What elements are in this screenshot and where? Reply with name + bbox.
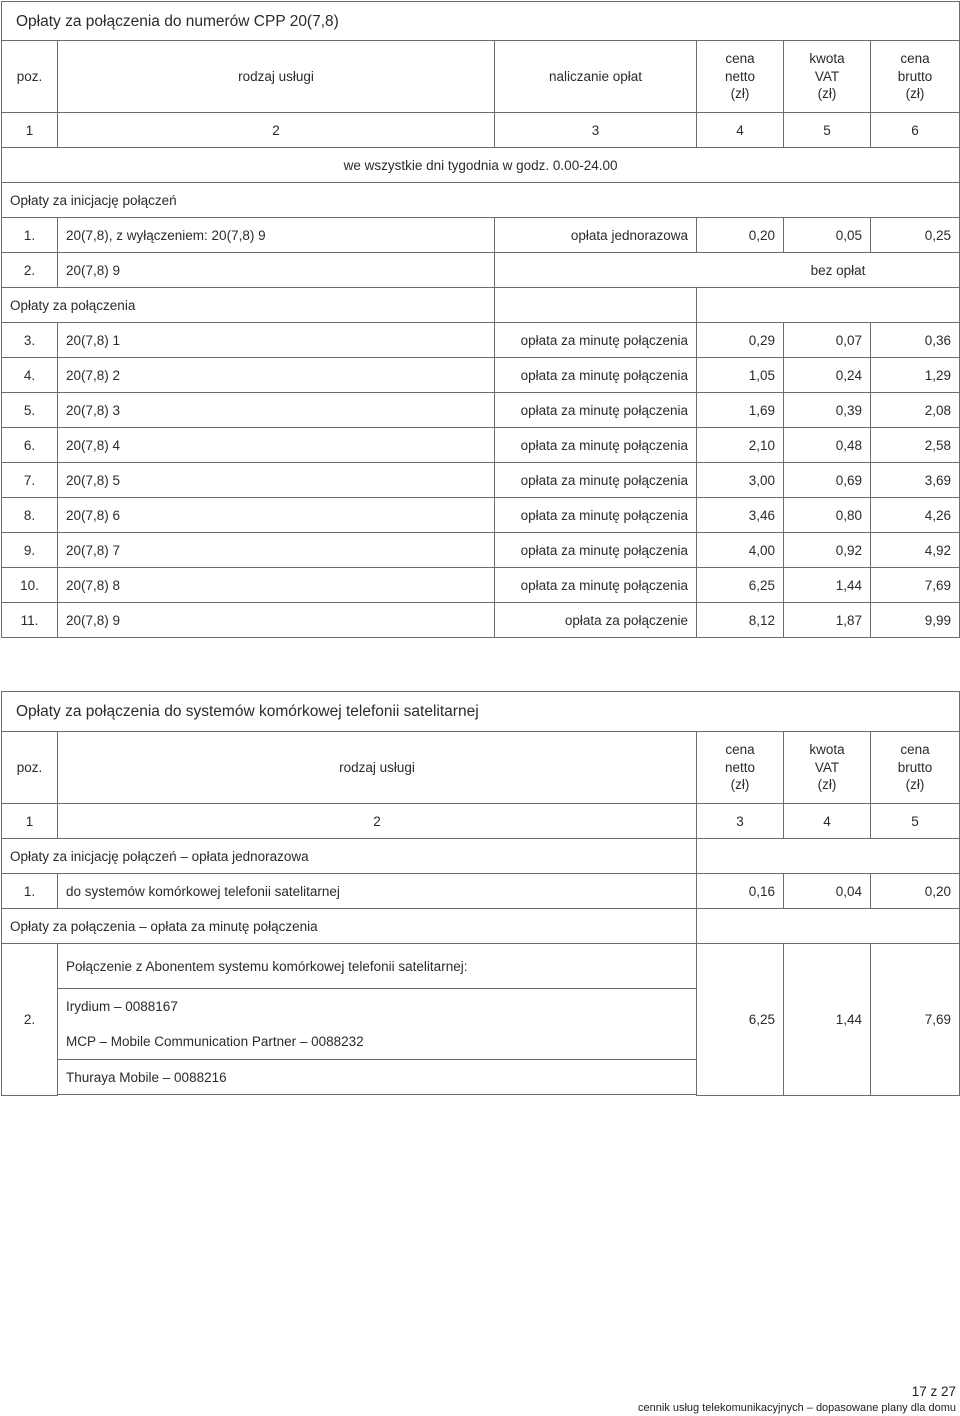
section-init-label: Opłaty za inicjację połączeń xyxy=(2,183,960,218)
table-row xyxy=(2,463,960,498)
header-vat-line1: kwota xyxy=(809,742,845,758)
row-charging: opłata za minutę połączenia xyxy=(495,393,697,428)
section-init-label: Opłaty za inicjację połączeń – opłata jednorazowa xyxy=(2,839,697,874)
row-gross: 9,99 xyxy=(871,603,960,638)
row-charging: opłata za minutę połączenia xyxy=(495,568,697,603)
row-net: 6,25 xyxy=(697,944,784,1096)
row-gross: 7,69 xyxy=(871,944,960,1096)
header-net-line2: netto xyxy=(724,759,756,775)
row-service: 20(7,8) 8 xyxy=(58,568,495,603)
row-vat: 0,92 xyxy=(784,533,871,568)
row-net: 0,16 xyxy=(697,874,784,909)
row-charging: opłata za minutę połączenia xyxy=(495,428,697,463)
header-gross xyxy=(871,732,960,804)
footer-note: cennik usług telekomunikacyjnych – dopasowane plany dla domu xyxy=(638,1402,956,1414)
row-pos: 9. xyxy=(2,533,58,568)
header-row xyxy=(2,732,960,804)
table-row xyxy=(2,358,960,393)
row-service: 20(7,8) 9 xyxy=(58,603,495,638)
row-vat: 0,07 xyxy=(784,323,871,358)
empty-cell xyxy=(495,288,697,323)
table-row xyxy=(2,393,960,428)
row-pos: 6. xyxy=(2,428,58,463)
row-vat: 0,69 xyxy=(784,463,871,498)
section-row xyxy=(2,909,960,944)
table-row xyxy=(2,603,960,638)
row-vat: 0,04 xyxy=(784,874,871,909)
row-gross: 1,29 xyxy=(871,358,960,393)
header-gross xyxy=(871,41,960,113)
header-vat xyxy=(784,732,871,804)
col-number: 3 xyxy=(495,113,697,148)
row-heading: Połączenie z Abonentem systemu komórkowej telefonii satelitarnej: xyxy=(58,944,697,989)
call-rows xyxy=(2,323,960,638)
section-row xyxy=(2,183,960,218)
satellite-operator: MCP – Mobile Communication Partner – 0088232 xyxy=(66,1034,364,1049)
row-service: 20(7,8) 5 xyxy=(58,463,495,498)
empty-cell xyxy=(697,839,960,874)
header-net-line3: (zł) xyxy=(730,86,750,102)
row-service: 20(7,8) 2 xyxy=(58,358,495,393)
column-numbers-row xyxy=(2,113,960,148)
period-row xyxy=(2,148,960,183)
row-net: 2,10 xyxy=(697,428,784,463)
header-vat-line2: VAT xyxy=(814,759,840,775)
row-pos: 2. xyxy=(2,253,58,288)
row-pos: 8. xyxy=(2,498,58,533)
row-net: 1,69 xyxy=(697,393,784,428)
table-title-row xyxy=(2,692,960,732)
row-vat: 1,44 xyxy=(784,944,871,1096)
satellite-operator: Thuraya Mobile – 0088216 xyxy=(58,1060,697,1095)
col-number: 3 xyxy=(697,804,784,839)
header-gross-line2: brutto xyxy=(897,68,933,84)
table-title: Opłaty za połączenia do systemów komórkowej telefonii satelitarnej xyxy=(2,692,960,732)
period-label: we wszystkie dni tygodnia w godz. 0.00-24.00 xyxy=(2,148,960,183)
header-vat-line1: kwota xyxy=(809,51,845,67)
header-gross-line3: (zł) xyxy=(905,777,925,793)
section-row xyxy=(2,839,960,874)
row-items-cell xyxy=(58,989,697,1060)
row-gross: 4,92 xyxy=(871,533,960,568)
row-free-note: bez opłat xyxy=(495,253,960,288)
table-row xyxy=(2,218,960,253)
row-gross: 2,58 xyxy=(871,428,960,463)
row-gross: 2,08 xyxy=(871,393,960,428)
col-number: 2 xyxy=(58,804,697,839)
row-pos: 2. xyxy=(2,944,58,1096)
cpp-rates-table xyxy=(1,1,960,638)
row-charging: opłata za minutę połączenia xyxy=(495,358,697,393)
table-title-row xyxy=(2,2,960,41)
row-pos: 5. xyxy=(2,393,58,428)
header-net-line1: cena xyxy=(725,51,755,67)
table-row xyxy=(2,323,960,358)
header-vat xyxy=(784,41,871,113)
header-net-line1: cena xyxy=(725,742,755,758)
page-number: 17 z 27 xyxy=(911,1384,956,1399)
col-number: 1 xyxy=(2,113,58,148)
section-row xyxy=(2,288,960,323)
table-row xyxy=(2,874,960,909)
empty-cell xyxy=(58,1095,697,1096)
col-number: 4 xyxy=(697,113,784,148)
row-pos: 11. xyxy=(2,603,58,638)
row-pos: 10. xyxy=(2,568,58,603)
row-vat: 1,44 xyxy=(784,568,871,603)
col-number: 4 xyxy=(784,804,871,839)
header-service: rodzaj usługi xyxy=(58,41,495,113)
row-service: do systemów komórkowej telefonii satelitarnej xyxy=(58,874,697,909)
table-row xyxy=(2,944,960,989)
row-charging: opłata jednorazowa xyxy=(495,218,697,253)
header-vat-line3: (zł) xyxy=(817,777,837,793)
row-net: 0,29 xyxy=(697,323,784,358)
row-net: 3,00 xyxy=(697,463,784,498)
row-net: 3,46 xyxy=(697,498,784,533)
row-vat: 1,87 xyxy=(784,603,871,638)
row-service: 20(7,8) 3 xyxy=(58,393,495,428)
header-vat-line3: (zł) xyxy=(817,86,837,102)
header-vat-line2: VAT xyxy=(814,68,840,84)
header-gross-line3: (zł) xyxy=(905,86,925,102)
col-number: 1 xyxy=(2,804,58,839)
table-row xyxy=(2,428,960,463)
row-pos: 1. xyxy=(2,218,58,253)
row-net: 0,20 xyxy=(697,218,784,253)
row-pos: 3. xyxy=(2,323,58,358)
row-vat: 0,05 xyxy=(784,218,871,253)
header-gross-line2: brutto xyxy=(897,759,933,775)
empty-cell xyxy=(697,288,960,323)
satellite-rates-table xyxy=(1,691,960,1096)
row-net: 4,00 xyxy=(697,533,784,568)
col-number: 2 xyxy=(58,113,495,148)
col-number: 5 xyxy=(784,113,871,148)
section-calls-label: Opłaty za połączenia xyxy=(2,288,495,323)
row-vat: 0,80 xyxy=(784,498,871,533)
table-row xyxy=(2,568,960,603)
row-charging: opłata za minutę połączenia xyxy=(495,533,697,568)
table-row xyxy=(2,253,960,288)
header-net xyxy=(697,732,784,804)
row-gross: 0,36 xyxy=(871,323,960,358)
header-pos: poz. xyxy=(2,41,58,113)
header-service: rodzaj usługi xyxy=(58,732,697,804)
row-pos: 7. xyxy=(2,463,58,498)
row-net: 8,12 xyxy=(697,603,784,638)
row-service: 20(7,8), z wyłączeniem: 20(7,8) 9 xyxy=(58,218,495,253)
table-row xyxy=(2,498,960,533)
row-gross: 3,69 xyxy=(871,463,960,498)
row-net: 6,25 xyxy=(697,568,784,603)
row-vat: 0,48 xyxy=(784,428,871,463)
row-charging: opłata za minutę połączenia xyxy=(495,463,697,498)
row-gross: 7,69 xyxy=(871,568,960,603)
row-charging: opłata za połączenie xyxy=(495,603,697,638)
table-row xyxy=(2,533,960,568)
header-net-line3: (zł) xyxy=(730,777,750,793)
column-numbers-row xyxy=(2,804,960,839)
row-charging: opłata za minutę połączenia xyxy=(495,323,697,358)
col-number: 5 xyxy=(871,804,960,839)
row-gross: 4,26 xyxy=(871,498,960,533)
header-net xyxy=(697,41,784,113)
row-service: 20(7,8) 4 xyxy=(58,428,495,463)
header-net-line2: netto xyxy=(724,68,756,84)
row-vat: 0,24 xyxy=(784,358,871,393)
table-title: Opłaty za połączenia do numerów CPP 20(7,8) xyxy=(2,2,960,41)
row-pos: 1. xyxy=(2,874,58,909)
row-vat: 0,39 xyxy=(784,393,871,428)
row-gross: 0,20 xyxy=(871,874,960,909)
row-service: 20(7,8) 9 xyxy=(58,253,495,288)
header-charging: naliczanie opłat xyxy=(495,41,697,113)
row-service: 20(7,8) 7 xyxy=(58,533,495,568)
row-net: 1,05 xyxy=(697,358,784,393)
header-pos: poz. xyxy=(2,732,58,804)
row-pos: 4. xyxy=(2,358,58,393)
satellite-operator: Irydium – 0088167 xyxy=(66,999,178,1014)
row-gross: 0,25 xyxy=(871,218,960,253)
section-calls-label: Opłaty za połączenia – opłata za minutę połączenia xyxy=(2,909,697,944)
header-gross-line1: cena xyxy=(900,742,930,758)
header-gross-line1: cena xyxy=(900,51,930,67)
col-number: 6 xyxy=(871,113,960,148)
row-service: 20(7,8) 1 xyxy=(58,323,495,358)
row-charging: opłata za minutę połączenia xyxy=(495,498,697,533)
row-service: 20(7,8) 6 xyxy=(58,498,495,533)
empty-cell xyxy=(697,909,960,944)
header-row xyxy=(2,41,960,113)
